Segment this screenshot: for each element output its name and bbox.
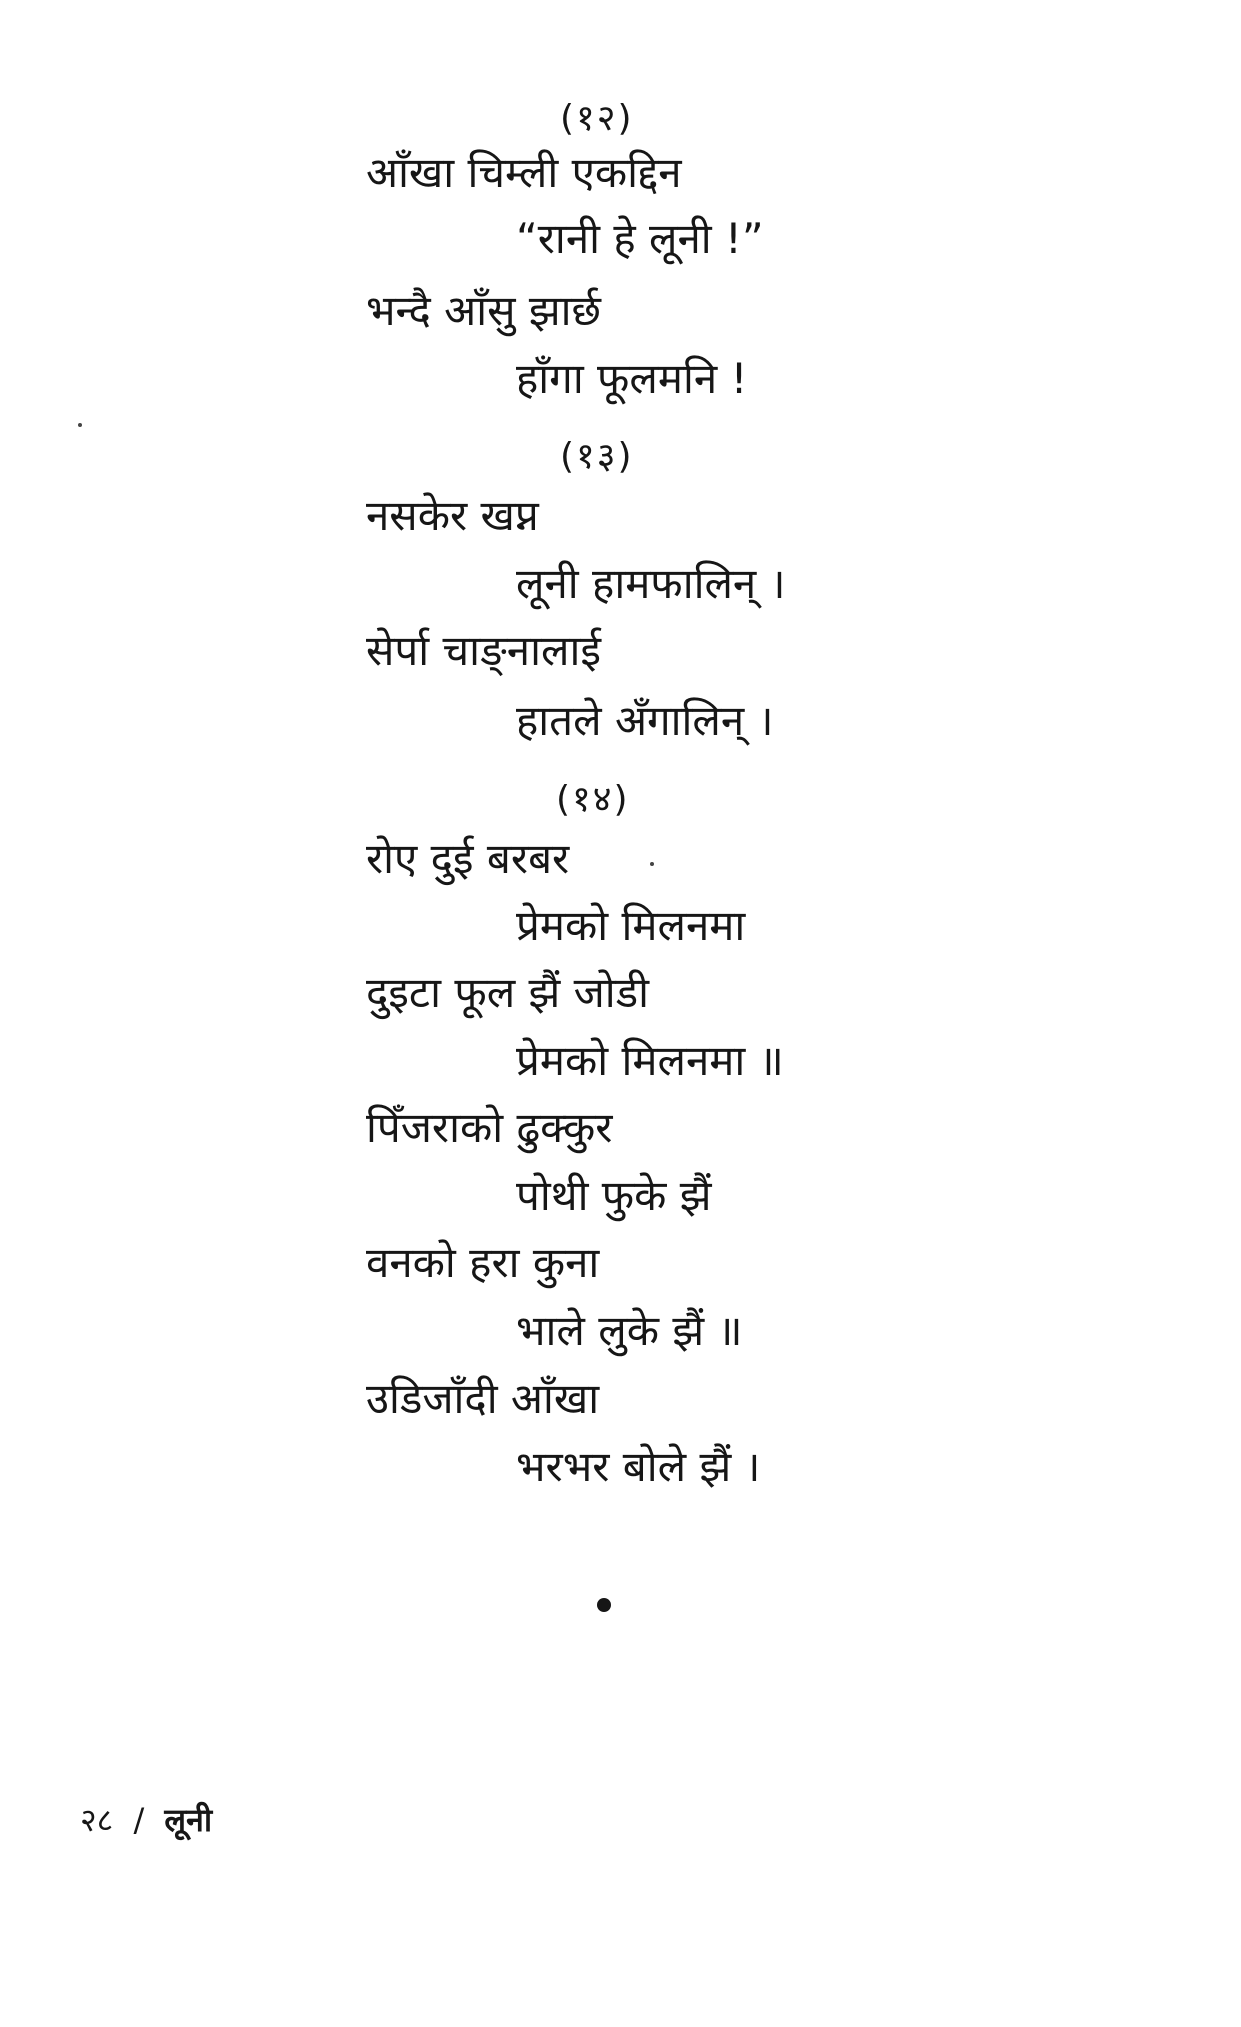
poem-line: हाँगा फूलमनि ! [516,354,748,403]
poem-line: वनको हरा कुना [366,1238,600,1287]
page-number: २८ [80,1801,114,1839]
poem-line: उडिजाँदी आँखा [366,1374,600,1423]
scan-speck [78,423,82,427]
stanza-number: (१४) [556,779,630,820]
poem-line: “रानी हे लूनी !” [516,214,764,263]
poem-line: लूनी हामफालिन् । [516,559,786,608]
poem-line: रोए दुई बरबर [366,834,570,883]
poem-line: प्रेमको मिलनमा [516,901,746,950]
poem-line: नसकेर खप्न [366,491,539,540]
page-footer [80,1798,212,1841]
poem-line: भन्दै आँसु झार्छ [366,286,601,335]
poem-line: भरभर बोले झैं । [516,1442,761,1491]
stanza-number: (१३) [560,436,634,477]
footer-separator: / [133,1801,145,1839]
poem-line: पोथी फुके झैं [516,1171,712,1220]
poem-line: भाले लुके झैं ॥ [516,1306,743,1355]
poem-line: आँखा चिम्ली एकद्दिन [366,148,682,197]
stanza-number: (१२) [560,98,634,139]
poem-line: हातले अँगालिन् । [516,696,774,745]
poem-line: पिँजराको ढुक्कुर [366,1103,613,1152]
scan-speck [650,862,654,866]
poem-line: सेर्पा चाङ्नालाई [366,626,601,675]
book-title: लूनी [164,1801,213,1839]
end-bullet-icon [597,1598,611,1612]
poem-line: दुइटा फूल झैं जोडी [366,968,650,1017]
poem-line: प्रेमको मिलनमा ॥ [516,1036,784,1085]
